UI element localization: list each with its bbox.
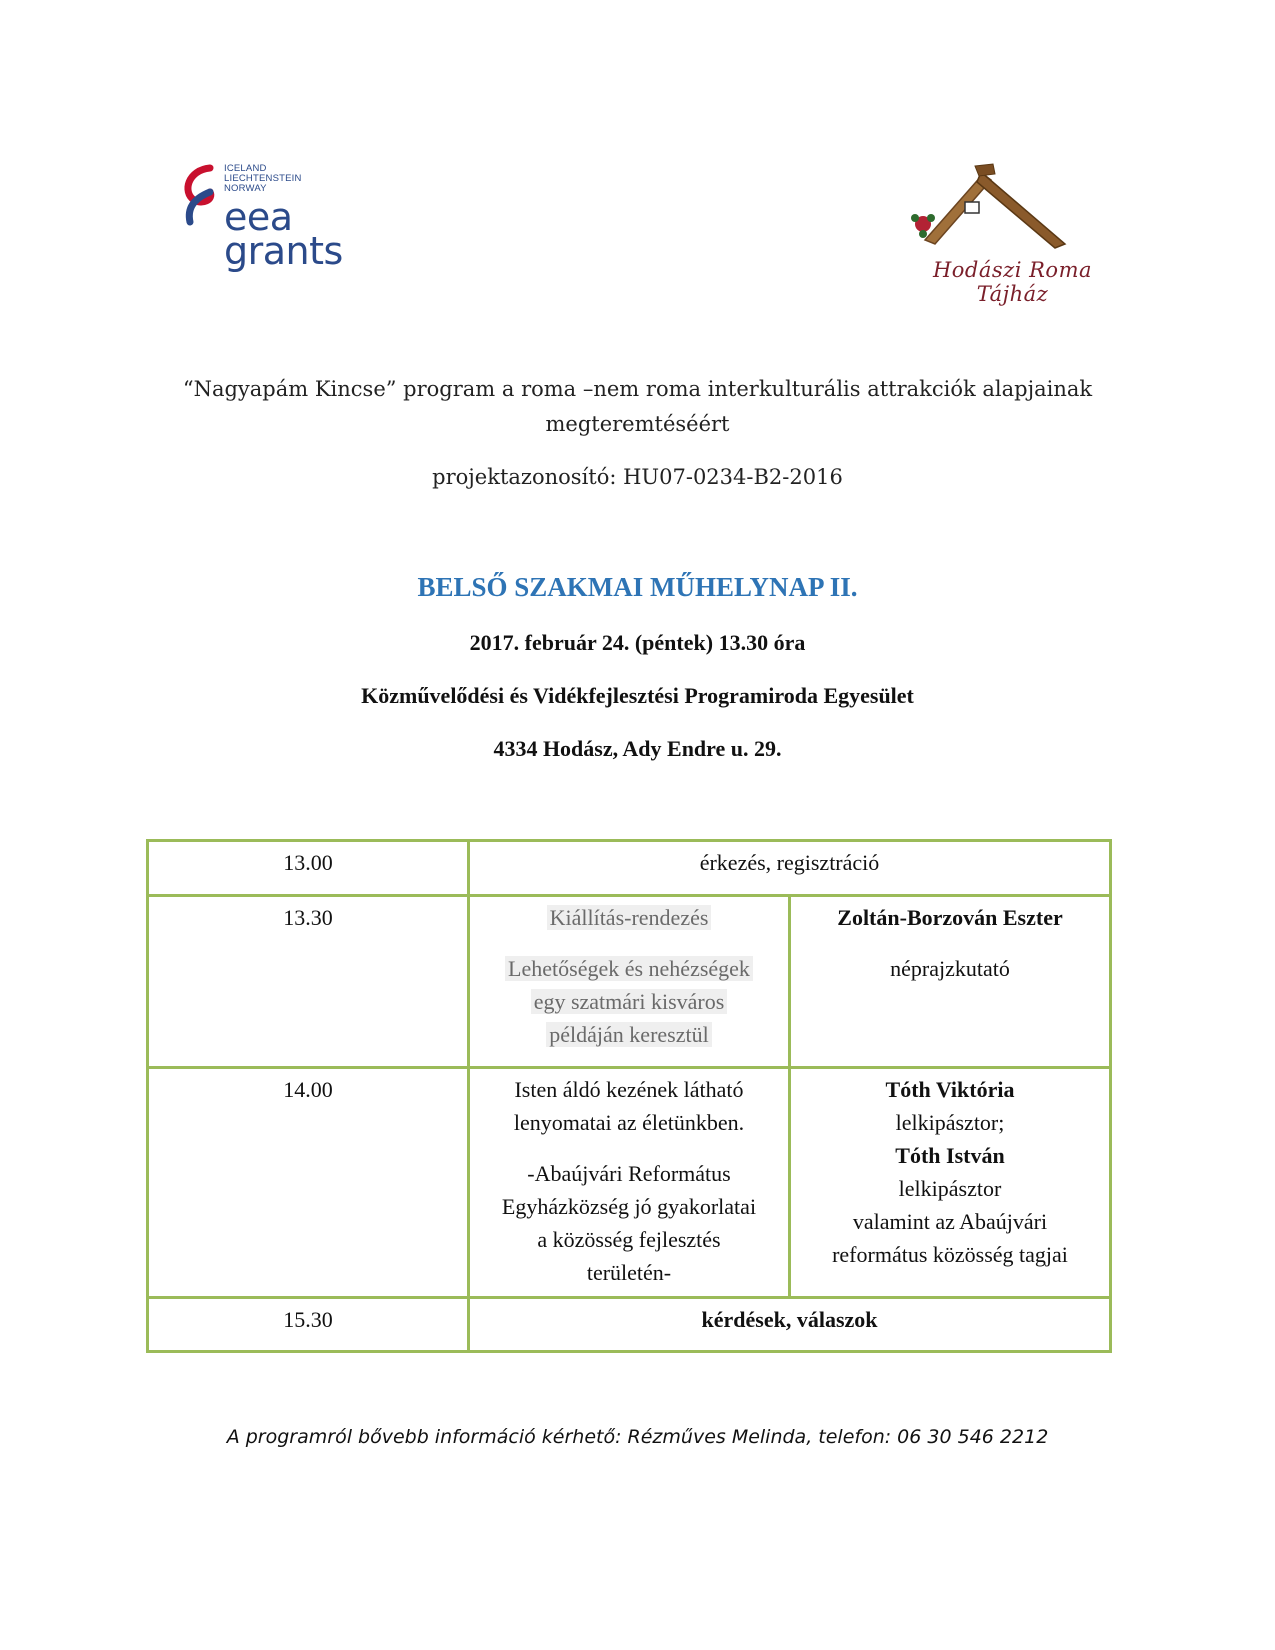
program-title: “Nagyapám Kincse” program a roma –nem roma interkulturális attrakciók alapjainak megteremtéséért (182, 377, 1093, 436)
activity-text: érkezés, regisztráció (699, 850, 880, 875)
speaker-extra-line: református közösség tagjai (832, 1242, 1068, 1267)
footer-contact-info: A programról bővebb információ kérhető: Rézműves Melinda, telefon: 06 30 546 2212 (226, 1426, 1049, 1448)
topic-line: egy szatmári kisváros (531, 989, 728, 1014)
speaker-cell (790, 896, 1111, 1068)
eea-grants-logo (180, 160, 370, 280)
eea-countries (224, 164, 302, 194)
time-cell (148, 1298, 469, 1352)
time-cell (148, 896, 469, 1068)
speaker-role: néprajzkutató (890, 956, 1010, 981)
topic-cell (469, 1068, 790, 1298)
speaker-name: Tóth Viktória (885, 1077, 1015, 1102)
topic-line: a közösség fejlesztés (537, 1227, 721, 1252)
hodasz-logo-caption: Hodászi Roma Tájház (932, 258, 1093, 306)
schedule-row-1 (148, 841, 1111, 896)
activity-text: kérdések, válaszok (701, 1307, 878, 1332)
event-organization: Közművelődési és Vidékfejlesztési Programiroda Egyesület (361, 683, 914, 708)
eea-country-norway: NORWAY (224, 183, 267, 194)
speaker-role: lelkipásztor; (895, 1110, 1005, 1135)
eea-country-liechtenstein: LIECHTENSTEIN (224, 173, 302, 184)
topic-title: Kiállítás-rendezés (547, 905, 712, 930)
time-value: 14.00 (283, 1077, 333, 1102)
hodaszi-roma-tajhaz-logo (895, 160, 1130, 306)
activity-cell (469, 1298, 1111, 1352)
workshop-title: BELSŐ SZAKMAI MŰHELYNAP II. (417, 572, 858, 602)
event-address: 4334 Hodász, Ady Endre u. 29. (493, 736, 782, 761)
time-value: 13.30 (283, 905, 333, 930)
eea-word: eea (224, 195, 293, 239)
project-id: projektazonosító: HU07-0234-B2-2016 (432, 465, 843, 489)
topic-line: Lehetőségek és nehézségek (505, 956, 753, 981)
eea-country-iceland: ICELAND (224, 163, 267, 174)
time-cell (148, 841, 469, 896)
schedule-table (146, 839, 1112, 1353)
topic-line: Egyházközség jó gyakorlatai (501, 1194, 757, 1219)
eea-swoosh-icon (180, 162, 220, 232)
speaker-cell (790, 1068, 1111, 1298)
topic-line: lenyomatai az életünkben. (513, 1110, 745, 1135)
time-value: 15.30 (283, 1307, 333, 1332)
schedule-row-4 (148, 1298, 1111, 1352)
topic-line: példáján keresztül (546, 1022, 711, 1047)
event-date: 2017. február 24. (péntek) 13.30 óra (469, 630, 806, 655)
time-cell (148, 1068, 469, 1298)
topic-cell (469, 896, 790, 1068)
topic-line: területén- (586, 1260, 672, 1285)
time-value: 13.00 (283, 850, 333, 875)
grants-word: grants (224, 229, 343, 273)
topic-line: -Abaújvári Református (527, 1161, 731, 1186)
activity-cell (469, 841, 1111, 896)
schedule-row-2 (148, 896, 1111, 1068)
house-roof-icon (895, 160, 1130, 260)
topic-line: Isten áldó kezének látható (514, 1077, 744, 1102)
schedule-row-3 (148, 1068, 1111, 1298)
speaker-name: Tóth István (895, 1143, 1005, 1168)
speaker-extra-line: valamint az Abaújvári (852, 1209, 1048, 1234)
speaker-role: lelkipásztor (898, 1176, 1002, 1201)
speaker-name: Zoltán-Borzován Eszter (837, 905, 1063, 930)
